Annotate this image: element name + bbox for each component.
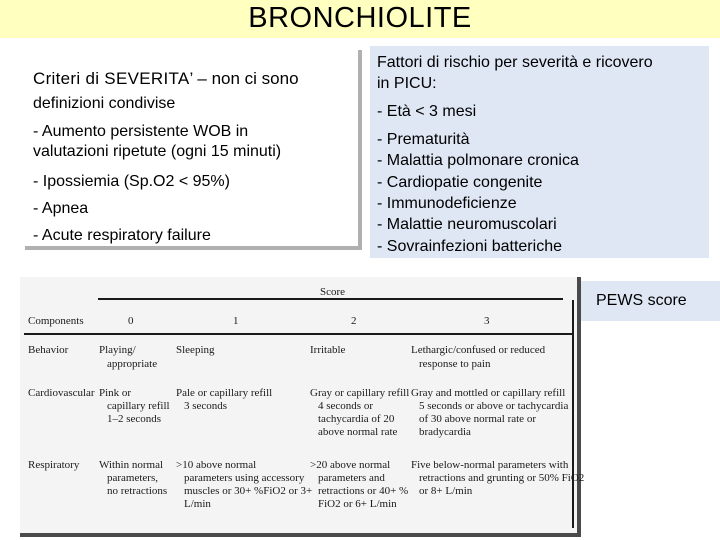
cell-resp-3-line3: or 8+ L/min: [419, 485, 473, 497]
risk-item-neuromuscular: - Malattie neuromuscolari: [377, 216, 557, 233]
cell-cardio-2-line3: tachycardia of 20: [318, 413, 395, 425]
cell-behavior-2: Irritable: [310, 344, 346, 356]
cell-behavior-3-line1: Lethargic/confused or reduced: [411, 344, 546, 356]
row-label-respiratory: Respiratory: [28, 459, 80, 471]
cell-cardio-3-line2: 5 seconds or above or tachycardia: [419, 400, 569, 412]
cell-resp-1-line3: muscles or 30+ %FiO2 or 3+: [184, 485, 313, 497]
cell-behavior-3-line2: response to pain: [419, 358, 491, 370]
risk-item-prematurity: - Prematurità: [377, 131, 470, 148]
cell-resp-0-line3: no retractions: [107, 485, 168, 497]
cell-resp-3-line2: retractions and grunting or 50% FiO2: [419, 472, 585, 484]
cell-resp-2-line2: parameters and: [318, 472, 385, 484]
cell-resp-1-line1: >10 above normal: [176, 459, 257, 471]
severity-item-hypoxemia: - Ipossiemia (Sp.O2 < 95%): [33, 173, 230, 190]
risk-item-immunodeficiency: - Immunodeficienze: [377, 195, 517, 212]
severity-heading-bold: Criteri di SEVERITA: [33, 69, 190, 88]
cell-resp-0-line2: parameters,: [107, 472, 158, 484]
risk-heading-line1: Fattori di rischio per severità e ricovero: [377, 54, 653, 71]
cell-cardio-0-line1: Pink or: [99, 387, 132, 399]
severity-item-wob: - Aumento persistente WOB in: [33, 123, 249, 140]
risk-item-heart-disease: - Cardiopatie congenite: [377, 174, 543, 191]
score-header: Score: [320, 286, 346, 298]
severity-item-wob-cont: valutazioni ripetute (ogni 15 minuti): [33, 143, 282, 160]
cell-cardio-1-line1: Pale or capillary refill: [176, 387, 273, 399]
risk-item-age: - Età < 3 mesi: [377, 103, 477, 120]
table-header-rule: [24, 333, 573, 335]
cell-cardio-3-line1: Gray and mottled or capillary refill: [411, 387, 566, 399]
cell-resp-1-line4: L/min: [184, 498, 211, 510]
severity-heading-rest: ’ – non ci sono: [189, 69, 299, 88]
cell-resp-1-line2: parameters using accessory: [184, 472, 305, 484]
cell-cardio-3-line3: of 30 above normal rate or: [419, 413, 536, 425]
cell-cardio-1-line2: 3 seconds: [184, 400, 228, 412]
cell-behavior-0-line2: appropriate: [107, 358, 158, 370]
table-right-rule: [572, 300, 574, 528]
cell-resp-2-line4: FiO2 or 6+ L/min: [318, 498, 397, 510]
cell-behavior-1: Sleeping: [176, 344, 215, 356]
cell-cardio-3-line4: bradycardia: [419, 426, 471, 438]
score-col-2: 2: [351, 315, 357, 327]
cell-cardio-0-line2: capillary refill: [107, 400, 170, 412]
risk-heading-line2: in PICU:: [377, 75, 437, 92]
cell-resp-3-line1: Five below-normal parameters with: [411, 459, 569, 471]
severity-heading-line2: definizioni condivise: [33, 95, 176, 112]
cell-cardio-2-line1: Gray or capillary refill: [310, 387, 410, 399]
cell-behavior-0-line1: Playing/: [99, 344, 136, 356]
components-header: Components: [28, 315, 84, 327]
cell-resp-0-line1: Within normal: [99, 459, 164, 471]
score-header-rule: [98, 298, 563, 300]
score-col-3: 3: [484, 315, 490, 327]
slide-title: BRONCHIOLITE: [248, 2, 472, 34]
severity-item-respiratory-failure: - Acute respiratory failure: [33, 227, 211, 244]
cell-resp-2-line1: >20 above normal: [310, 459, 391, 471]
row-label-behavior: Behavior: [28, 344, 69, 356]
row-label-cardiovascular: Cardiovascular: [28, 387, 95, 399]
severity-heading: [33, 69, 299, 88]
cell-cardio-0-line3: 1–2 seconds: [107, 413, 162, 425]
risk-item-bacterial-superinfection: - Sovrainfezioni batteriche: [377, 238, 562, 255]
cell-resp-2-line3: retractions or 40+ %: [318, 485, 409, 497]
score-col-0: 0: [128, 315, 134, 327]
cell-cardio-2-line4: above normal rate: [318, 426, 398, 438]
risk-item-lung-disease: - Malattia polmonare cronica: [377, 152, 579, 169]
cell-cardio-2-line2: 4 seconds or: [318, 400, 373, 412]
severity-item-apnea: - Apnea: [33, 200, 89, 217]
score-col-1: 1: [233, 315, 239, 327]
pews-label: PEWS score: [596, 292, 687, 309]
